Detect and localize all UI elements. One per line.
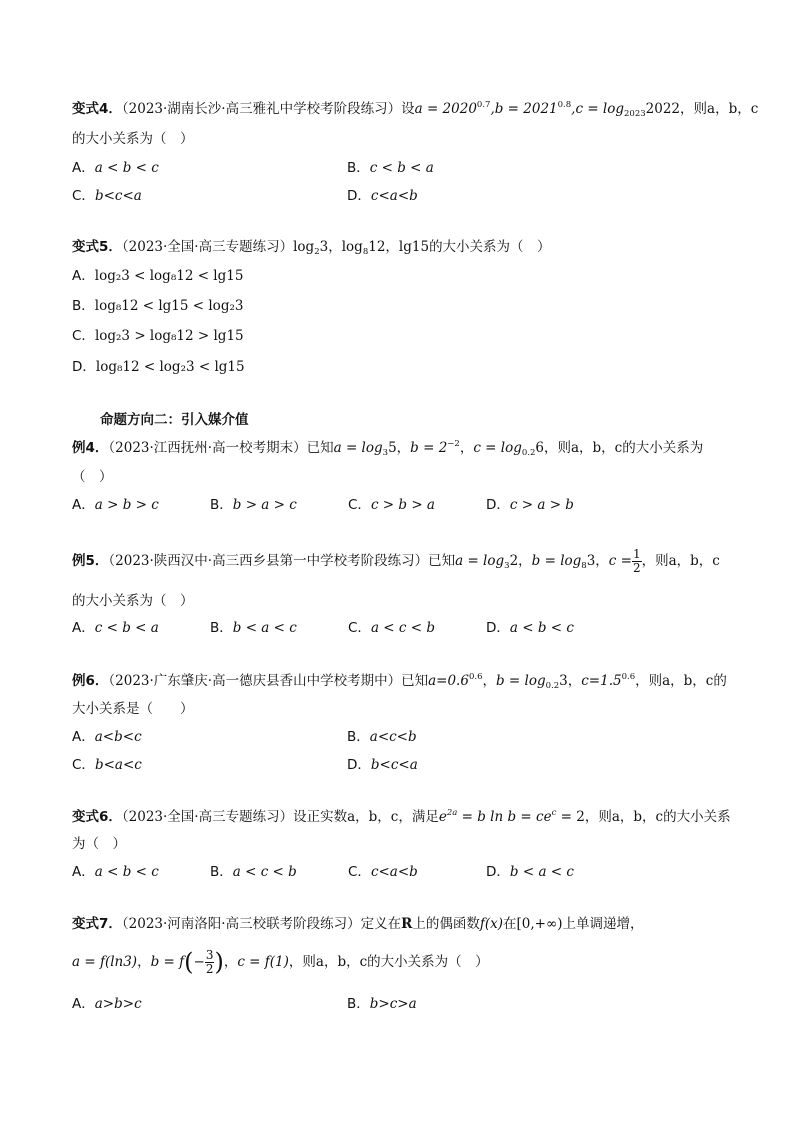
question-e5-line2: 的大小关系为（ ） [72,593,194,609]
option-b: B．b>c>a [347,996,417,1012]
option-b: B．a<c<b [347,729,417,745]
option-b: B．log₈12 < lg15 < log₂3 [72,298,244,314]
question-e5-line1: 例5．（2023·陕西汉中·高三西乡县第一中学校考阶段练习）已知$a = \log_32$，$b = \log_83$，c = $\frac{1}{2}$ ，则a，b，c [72,547,720,575]
option-c: C．a < c < b [348,620,435,636]
option-c: C．log₂3 > log₈12 > lg15 [72,328,244,344]
question-source: （2023·陕西汉中·高三西乡县第一中学校考阶段练习） [108,553,429,569]
question-e4-line2: （ ） [72,469,113,485]
option-b: B．b < a < c [210,620,297,636]
fraction: $\frac{3}{2}$ [205,948,214,976]
question-source: （2023·江西抚州·高一校考期末） [108,440,307,456]
question-label: 例4． [72,440,109,456]
option-a: A．a < b < c [72,160,159,176]
question-v6-line1: 变式6．（2023·全国·高三专题练习）设正实数a，b，c，满足$e^{2a} = b$ $\ln b = ce^c = 2$，则a，b，c的大小关系 [72,808,731,825]
option-b: B．c < b < a [347,160,434,176]
question-v7-line1: 变式7．（2023·河南洛阳·高三校联考阶段练习）定义在R上的偶函数f(x)在[0,+∞)上单调递增， [72,916,644,932]
option-c: C．c<a<b [348,864,418,880]
option-a: A．a<b<c [72,729,142,745]
question-source: （2023·全国·高三专题练习） [121,239,294,255]
option-c: C．b<c<a [72,188,142,204]
option-a: A．c < b < a [72,620,159,636]
question-v6-line2: 为（ ） [72,836,126,852]
section-heading: 命题方向二：引入媒介值 [100,412,249,428]
option-d: D．a < b < c [486,620,574,636]
option-a: A．a > b > c [72,497,159,513]
question-label: 变式5． [72,239,122,255]
question-label: 例6． [72,673,109,689]
option-d: D．b<c<a [347,757,418,773]
right-paren: ) [214,948,224,976]
question-e4-line1: 例4．（2023·江西抚州·高一校考期末）已知$a = \log_35$，$b = 2^{-2}$，$c = \log_{0.2}6$，则a，b，c的大小关系为 [72,439,704,458]
question-e6-line1: 例6．（2023·广东肇庆·高一德庆县香山中学校考期中）已知$a=0.6^{0.6}$，$b = \log_{0.2}3$，$c=1.5^{0.6}$，则a，b，c的 [72,672,727,691]
question-v4-line1: 变式4．（2023·湖南长沙·高三雅礼中学校考阶段练习）设$a = 2020^{0.7},b = 2021^{0.8},c = \log_{2023}2022$，则a，b，c [72,100,759,119]
question-source: （2023·湖南长沙·高三雅礼中学校考阶段练习） [121,101,402,117]
question-label: 例5． [72,553,109,569]
question-label: 变式6． [72,809,122,825]
question-v4-line2: 的大小关系为（ ） [72,131,194,147]
option-c: C．c > b > a [348,497,435,513]
question-v7-line2: a = f(ln3)，b = f(− $\frac{3}{2}$ )，c = f(1)，则a，b，c的大小关系为（ ） [72,948,489,976]
option-d: D．b < a < c [486,864,574,880]
option-a: A．a>b>c [72,996,142,1012]
option-b: B．a < c < b [210,864,297,880]
question-source: （2023·河南洛阳·高三校联考阶段练习） [121,916,361,932]
option-c: C．b<a<c [72,757,142,773]
fraction: $\frac{1}{2}$ [632,547,641,575]
option-a: A．a < b < c [72,864,159,880]
option-b: B．b > a > c [210,497,297,513]
question-source: （2023·全国·高三专题练习） [121,809,294,825]
option-d: D．log₈12 < log₂3 < lg15 [72,359,245,375]
option-d: D．c<a<b [347,188,418,204]
question-e6-line2: 大小关系是（ ） [72,701,194,717]
question-label: 变式7． [72,916,122,932]
question-v5-line1: 变式5．（2023·全国·高三专题练习）$\log_23$，$\log_812$，lg15的大小关系为（ ） [72,239,551,257]
question-source: （2023·广东肇庆·高一德庆县香山中学校考期中） [108,673,402,689]
question-label: 变式4． [72,101,122,117]
option-a: A．log₂3 < log₈12 < lg15 [72,268,244,284]
option-d: D．c > a > b [486,497,574,513]
left-paren: ( [184,948,194,976]
